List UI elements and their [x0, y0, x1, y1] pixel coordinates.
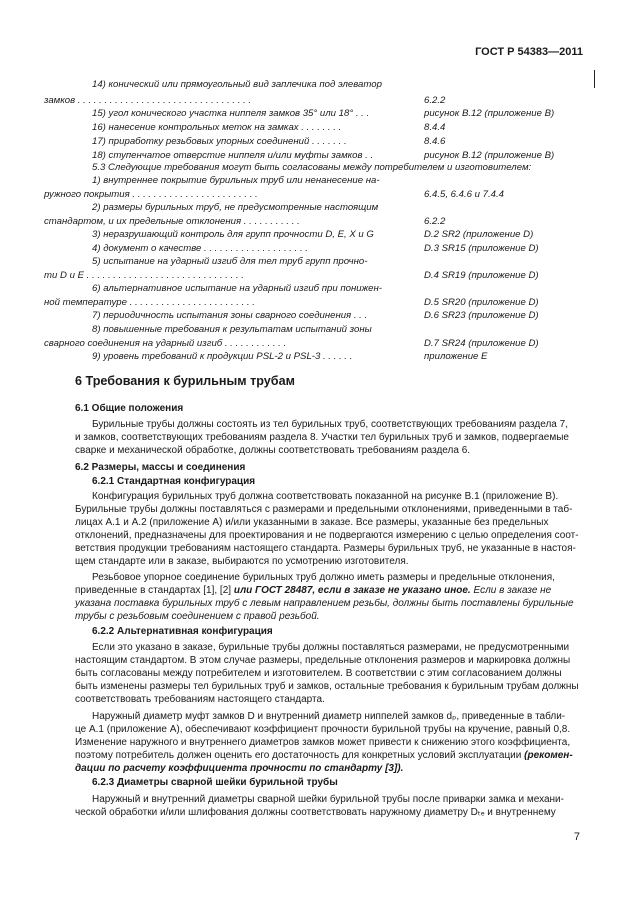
list-item-text: 16) нанесение контрольных меток на замках . . . . . . . . [92, 122, 342, 133]
list-item-text: 3) неразрушающий контроль для групп прочности D, E, X и G [92, 229, 374, 240]
paragraph-line: Резьбовое упорное соединение бурильных труб должно иметь размеры и предельные отклонения, [92, 572, 555, 583]
document-header: ГОСТ Р 54383—2011 [475, 46, 583, 58]
list-item-text: 4) документ о качестве . . . . . . . . . . . . . . . . . . . . [92, 243, 308, 254]
text-run-bold: (рекомен- [524, 750, 573, 761]
list-item-text: 18) ступенчатое отверстие ниппеля и/или муфты замков . . [92, 150, 374, 161]
list-item-reference: D.6 SR23 (приложение D) [424, 310, 539, 321]
paragraph-line: Конфигурация бурильных труб должна соответствовать показанной на рисунке B.1 (приложение B). [92, 491, 559, 502]
paragraph-line: це A.1 (приложение A), обеспечивают коэффициент прочности бурильной трубы на кручение, равный 0,8. [75, 724, 571, 735]
list-item-text: сварного соединения на ударный изгиб . . . . . . . . . . . . [44, 338, 287, 349]
paragraph-line: Бурильные трубы должны состоять из тел бурильных труб, соответствующих требованиям раздела 7, [92, 419, 568, 430]
paragraph-line: ветствия продукции требованиям настоящего стандарта. Размеры бурильных труб, не указанные в настоя- [75, 543, 576, 554]
list-item-text: 7) периодичность испытания зоны сварного соединения . . . [92, 310, 368, 321]
list-item-reference: 8.4.4 [424, 122, 446, 133]
list-item-text: 5.3 Следующие требования могут быть согласованы между потребителем и изготовителем: [92, 162, 532, 173]
list-item-text: ружного покрытия . . . . . . . . . . . . . . . . . . . . . . . . [44, 189, 258, 200]
paragraph-line: Изменение наружного и внутреннего диаметров замков может привести к снижению этого коэффициента, [75, 737, 571, 748]
paragraph-line: соответствовать требованиям настоящего стандарта. [75, 694, 325, 705]
section-6-title: 6 Требования к бурильным трубам [75, 374, 295, 388]
paragraph-line: ческой обработки и/или шлифования должны соответствовать наружному диаметру Dₜₑ и внутреннему [75, 807, 556, 818]
list-item-reference: 6.4.5, 6.4.6 и 7.4.4 [424, 189, 505, 200]
section-6-2-3-title: 6.2.3 Диаметры сварной шейки бурильной трубы [92, 777, 338, 788]
text-run-bold: или ГОСТ 28487, если в заказе не указано иное. [233, 585, 471, 596]
list-item-text: 5) испытание на ударный изгиб для тел труб групп прочно- [92, 256, 368, 267]
list-item-reference: D.3 SR15 (приложение D) [424, 243, 539, 254]
list-item-text: 6) альтернативное испытание на ударный изгиб при понижен- [92, 283, 382, 294]
page-number: 7 [573, 831, 580, 843]
list-item-reference: 6.2.2 [424, 216, 446, 227]
list-item-text: ной температуре . . . . . . . . . . . . . . . . . . . . . . . . [44, 297, 255, 308]
list-item-text: 14) конический или прямоугольный вид заплечика под элеватор [92, 79, 382, 90]
paragraph-line: щем стандарте или в заказе, выбираются по усмотрению изготовителя. [75, 556, 409, 567]
section-6-1-title: 6.1 Общие положения [75, 403, 184, 414]
paragraph-line: настоящим стандартом. В этом случае размеры, предельные отклонения размеров и маркировка должны [75, 655, 571, 666]
list-item-reference: D.4 SR19 (приложение D) [424, 270, 539, 281]
paragraph-line [75, 584, 551, 597]
list-item-reference: рисунок B.12 (приложение B) [424, 150, 555, 161]
list-item-text: 15) угол конического участка ниппеля замков 35° или 18° . . . [92, 108, 370, 119]
paragraph-line: Бурильные трубы должны поставляться с размерами и предельными отклонениями, приведенными в таб- [75, 504, 573, 515]
list-item-reference: D.7 SR24 (приложение D) [424, 338, 539, 349]
list-item-text: замков . . . . . . . . . . . . . . . . . . . . . . . . . . . . . . . . . [44, 95, 252, 106]
paragraph-line: и замков, соответствующих требованиям раздела 8. Участки тел бурильных труб и замков, подвергаемые [75, 432, 569, 443]
paragraph-line: указана поставка бурильных труб с левым направлением резьбы, должны быть поставлены бурильные [75, 598, 574, 609]
paragraph-line: лицах A.1 и A.2 (приложение A) и/или указанными в заказе. Все размеры, указанные без предельных [75, 517, 549, 528]
text-run-italic: Если в заказе не [470, 585, 552, 596]
list-item-reference: D.5 SR20 (приложение D) [424, 297, 539, 308]
text-run: поэтому потребитель должен оценить его достаточность для конкретных условий эксплуатации [75, 750, 525, 761]
paragraph-line: быть изменены размеры тел бурильных труб и замков, остальные требования к бурильным трубам должны [75, 681, 579, 692]
text-run: приведенные в стандартах [1], [2] [75, 585, 234, 596]
list-item-text: 8) повышенные требования к результатам испытаний зоны [92, 324, 372, 335]
section-6-2-1-title: 6.2.1 Стандартная конфигурация [92, 476, 256, 487]
section-6-2-title: 6.2 Размеры, массы и соединения [75, 462, 246, 473]
paragraph-line: трубы с резьбовым соединением с правой резьбой. [75, 611, 320, 622]
list-item-text: 1) внутреннее покрытие бурильных труб или ненанесение на- [92, 175, 380, 186]
paragraph-line: сварке и механической обработке, должны соответствовать требованиям раздела 6. [75, 445, 471, 456]
paragraph-line: Наружный диаметр муфт замков D и внутренний диаметр ниппелей замков dₚ, приведенные в табли- [92, 711, 566, 722]
paragraph-line: Наружный и внутренний диаметры сварной шейки бурильной трубы после приварки замка и механи- [92, 794, 564, 805]
list-item-text: 17) приработку резьбовых упорных соединений . . . . . . . [92, 136, 347, 147]
list-item-text: 2) размеры бурильных труб, не предусмотренные настоящим [92, 202, 379, 213]
list-item-reference: рисунок B.12 (приложение B) [424, 108, 555, 119]
paragraph-line: дации по расчету коэффициента прочности по стандарту [3]). [75, 763, 404, 774]
list-item-reference: 8.4.6 [424, 136, 446, 147]
revision-bar [594, 70, 595, 88]
list-item-text: ти D и E . . . . . . . . . . . . . . . . . . . . . . . . . . . . . . [44, 270, 244, 281]
list-item-reference: D.2 SR2 (приложение D) [424, 229, 534, 240]
paragraph-line [75, 749, 573, 762]
list-item-text: стандартом, и их предельные отклонения . . . . . . . . . . . [44, 216, 300, 227]
paragraph-line: быть согласованы между потребителем и изготовителем. В соответствии с этим согласованием должны [75, 668, 562, 679]
list-item-reference: 6.2.2 [424, 95, 446, 106]
list-item-text: 9) уровень требований к продукции PSL-2 и PSL-3 . . . . . . [92, 351, 353, 362]
section-6-2-2-title: 6.2.2 Альтернативная конфигурация [92, 626, 273, 637]
paragraph-line: отклонений, предназначены для проектирования и не подвергаются измерению с целью определения соот- [75, 530, 579, 541]
paragraph-line: Если это указано в заказе, бурильные трубы должны поставляться размерами, не предусмотренными [92, 642, 570, 653]
list-item-reference: приложение E [424, 351, 488, 362]
